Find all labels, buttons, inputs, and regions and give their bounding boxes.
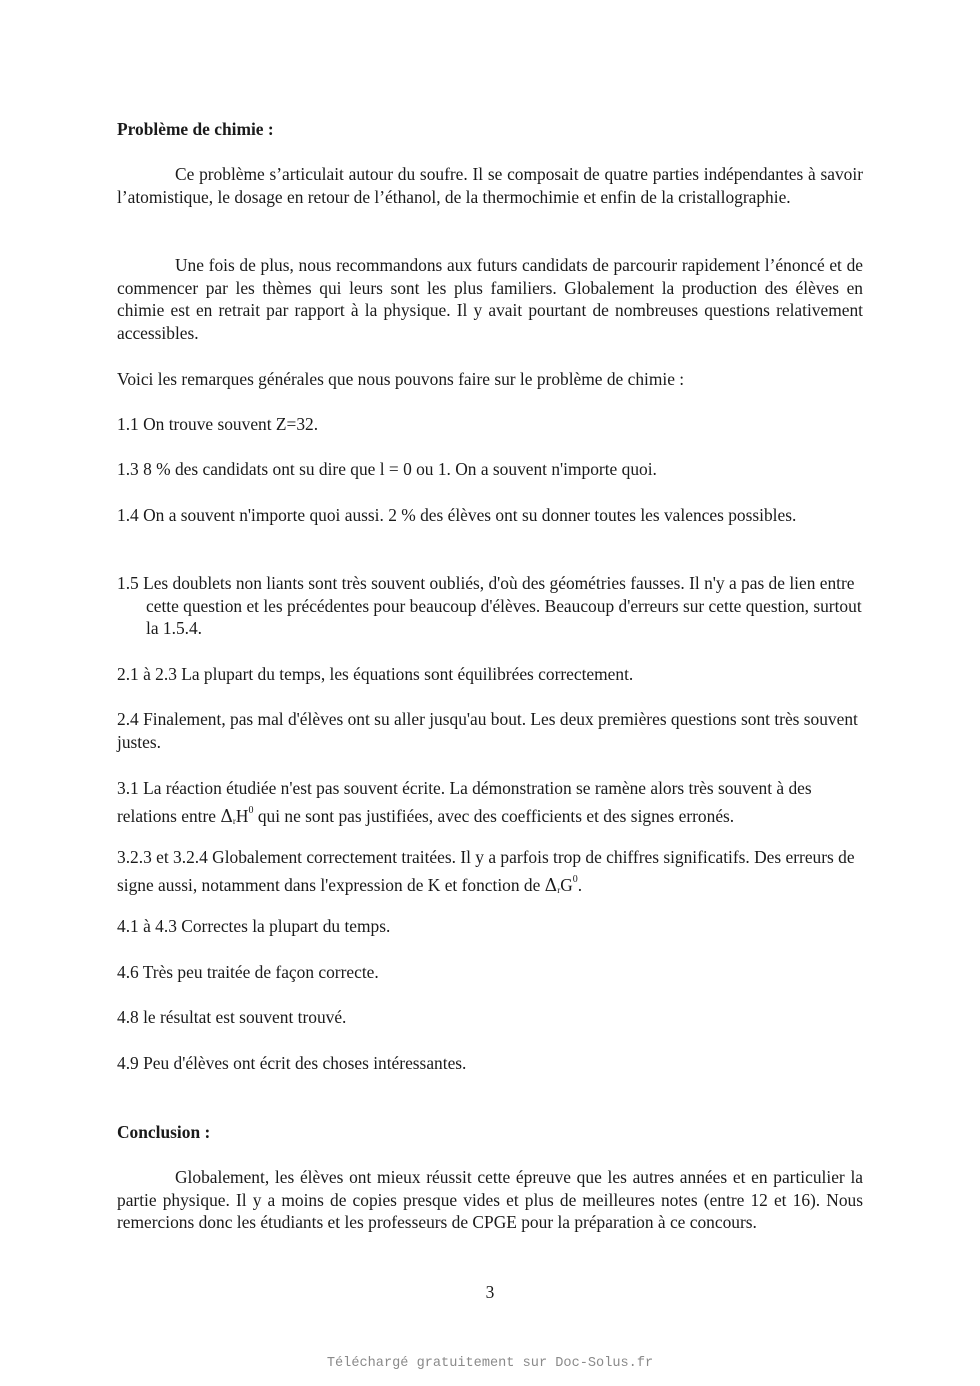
chemistry-intro-paragraph: Ce problème s’articulait autour du soufre. Il se composait de quatre parties indépendantes à savoir l’atomistique, le dosage en retour de l’éthanol, de la thermochimie et enfin de la cristallographie. [117, 164, 863, 207]
remark-1-4: 1.4 On a souvent n'importe quoi aussi. 2 % des élèves ont su donner toutes les valences possibles. [117, 505, 797, 525]
delta-symbol: Δ [544, 875, 558, 896]
conclusion-paragraph: Globalement, les élèves ont mieux réussit cette épreuve que les autres années et en particulier la partie physique. Il y a moins de copies presque vides et plus de meilleures notes (entre 12 et 16). Nous remercions donc les étudiants et les professeurs de CPGE pour la préparation à ce concours. [117, 1167, 863, 1233]
remark-3-2-text-after: . [577, 874, 583, 895]
delta-symbol: Δ [220, 806, 233, 827]
remark-3-1 [117, 777, 863, 832]
remark-1-1: 1.1 On trouve souvent Z=32. [117, 414, 319, 434]
remark-4-6: 4.6 Très peu traitée de façon correcte. [117, 962, 379, 982]
conclusion-heading: Conclusion : [117, 1122, 211, 1142]
remark-3-1-text-before: 3.1 La réaction étudiée n'est pas souvent écrite. La démonstration se ramène alors très souvent à des relations entre [117, 778, 812, 826]
reaction-subscript: r [232, 815, 236, 826]
remark-1-5: 1.5 Les doublets non liants sont très souvent oubliés, d'où des géométries fausses. Il n'y a pas de lien entre cette question et les précédentes pour beaucoup d'élèves. Beaucoup d'erreurs sur cette question, surtout la 1.5.4. [117, 573, 862, 639]
standard-superscript: 0 [572, 873, 578, 885]
remark-1-3: 1.3 8 % des candidats ont su dire que l = 0 ou 1. On a souvent n'importe quoi. [117, 459, 657, 479]
remark-2-1: 2.1 à 2.3 La plupart du temps, les équations sont équilibrées correctement. [117, 664, 634, 684]
enthalpy-letter: H [235, 805, 249, 826]
remark-4-1: 4.1 à 4.3 Correctes la plupart du temps. [117, 916, 391, 936]
remark-3-2 [117, 846, 863, 901]
standard-superscript: 0 [248, 804, 254, 816]
reaction-subscript: r [557, 884, 561, 895]
chemistry-advice-paragraph: Une fois de plus, nous recommandons aux futurs candidats de parcourir rapidement l’énoncé et de commencer par les thèmes qui leurs sont les plus familiers. Globalement la production des élèves en chimie est en retrait par rapport à la physique. Il y avait pourtant de nombreuses questions relativement accessibles. [117, 255, 863, 344]
remark-4-8: 4.8 le résultat est souvent trouvé. [117, 1007, 347, 1027]
download-footer: Téléchargé gratuitement sur Doc-Solus.fr [326, 1356, 654, 1371]
general-remarks-intro: Voici les remarques générales que nous pouvons faire sur le problème de chimie : [117, 369, 685, 389]
remark-4-9: 4.9 Peu d'élèves ont écrit des choses intéressantes. [117, 1053, 467, 1073]
remark-2-4: 2.4 Finalement, pas mal d'élèves ont su aller jusqu'au bout. Les deux premières questions sont très souvent justes. [117, 709, 858, 752]
remark-3-1-text-after: qui ne sont pas justifiées, avec des coefficients et des signes erronés. [253, 805, 735, 826]
page-number: 3 [485, 1282, 495, 1302]
remark-3-2-text-before: 3.2.3 et 3.2.4 Globalement correctement traitées. Il y a parfois trop de chiffres significatifs. Des erreurs de signe aussi, notamment dans l'expression de K et fonction de [117, 847, 855, 895]
gibbs-letter: G [560, 874, 573, 895]
chemistry-heading: Problème de chimie : [117, 119, 274, 139]
